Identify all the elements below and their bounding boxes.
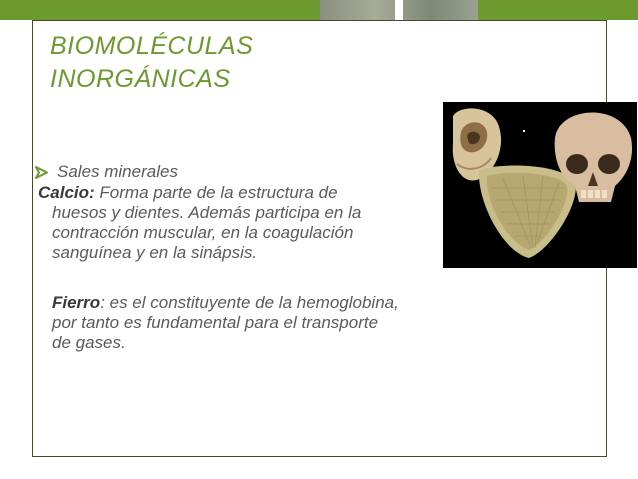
minerals-photo [443, 102, 637, 268]
fierro-paragraph [52, 293, 512, 353]
hollow-arrow-bullet-icon [34, 165, 49, 180]
bullet-item [34, 162, 178, 182]
calcio-line-3: contracción muscular, en la coagulación [52, 223, 354, 242]
calcio-line-1: Forma parte de la estructura de [94, 183, 338, 202]
title-line-1: BIOMOLÉCULAS [50, 32, 254, 60]
slide-title [50, 30, 253, 96]
calcio-line-4: sanguínea y en la sinápsis. [52, 243, 258, 262]
top-accent-bar [0, 0, 638, 20]
minerals-photo-illustration [443, 102, 637, 268]
calcio-term: Calcio: [38, 183, 95, 202]
fierro-term: Fierro [52, 293, 101, 312]
calcio-line-2: huesos y dientes. Además participa en la [52, 203, 362, 222]
bullet-label: Sales minerales [57, 162, 178, 181]
fierro-line-3: de gases. [52, 333, 126, 352]
calcio-paragraph [38, 183, 458, 263]
fierro-line-2: por tanto es fundamental para el transporte [52, 313, 379, 332]
title-line-2: INORGÁNICAS [50, 65, 231, 93]
fierro-line-1: : es el constituyente de la hemoglobina, [100, 293, 399, 312]
